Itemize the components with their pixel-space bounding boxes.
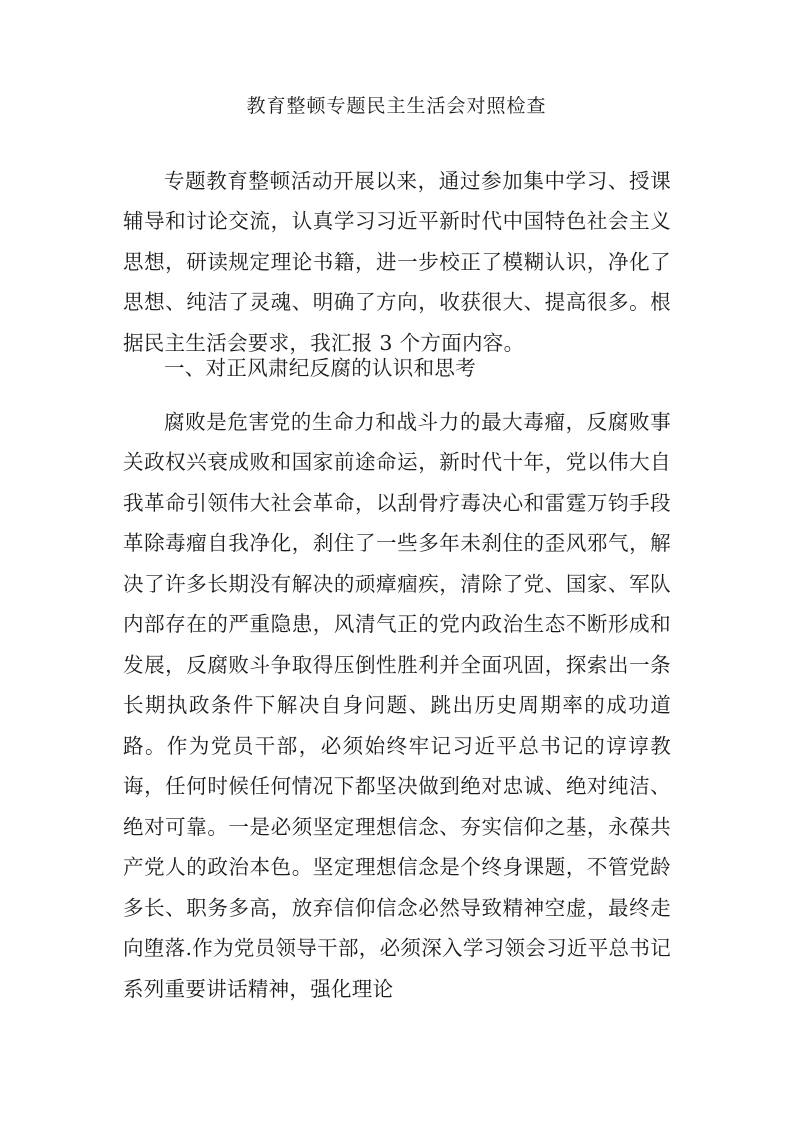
section-heading: 一、对正风肃纪反腐的认识和思考 — [164, 355, 476, 380]
intro-paragraph: 专题教育整顿活动开展以来，通过参加集中学习、授课辅导和讨论交流，认真学习习近平新时代中国特色社会主义思想，研读规定理论书籍，进一步校正了模糊认识，净化了思想、纯洁了灵魂、明确了方向，收获很大、提高很多。根据民主生活会要求，我汇报 3 个方面内容。 — [123, 168, 671, 355]
body-paragraph: 腐败是危害党的生命力和战斗力的最大毒瘤，反腐败事关政权兴衰成败和国家前途命运，新时代十年，党以伟大自我革命引领伟大社会革命，以刮骨疗毒决心和雷霆万钧手段革除毒瘤自我净化，刹住了一些多年未刹住的歪风邪气，解决了许多长期没有解决的顽瘴痼疾，清除了党、国家、军队内部存在的严重隐患，风清气正的党内政治生态不断形成和发展，反腐败斗争取得压倒性胜利并全面巩固，探索出一条长期执政条件下解决自身问题、跳出历史周期率的成功道路。作为党员干部，必须始终牢记习近平总书记的谆谆教诲，任何时候任何情况下都坚决做到绝对忠诚、绝对纯洁、绝对可靠。一是必须坚定理想信念、夯实信仰之基，永葆共产党人的政治本色。坚定理想信念是个终身课题，不管党龄多长、职务多高，放弃信仰信念必然导致精神空虚，最终走向堕落.作为党员领导干部，必须深入学习领会习近平总书记系列重要讲话精神，强化理论 — [123, 409, 671, 1001]
document-title: 教育整顿专题民主生活会对照检查 — [246, 95, 547, 117]
